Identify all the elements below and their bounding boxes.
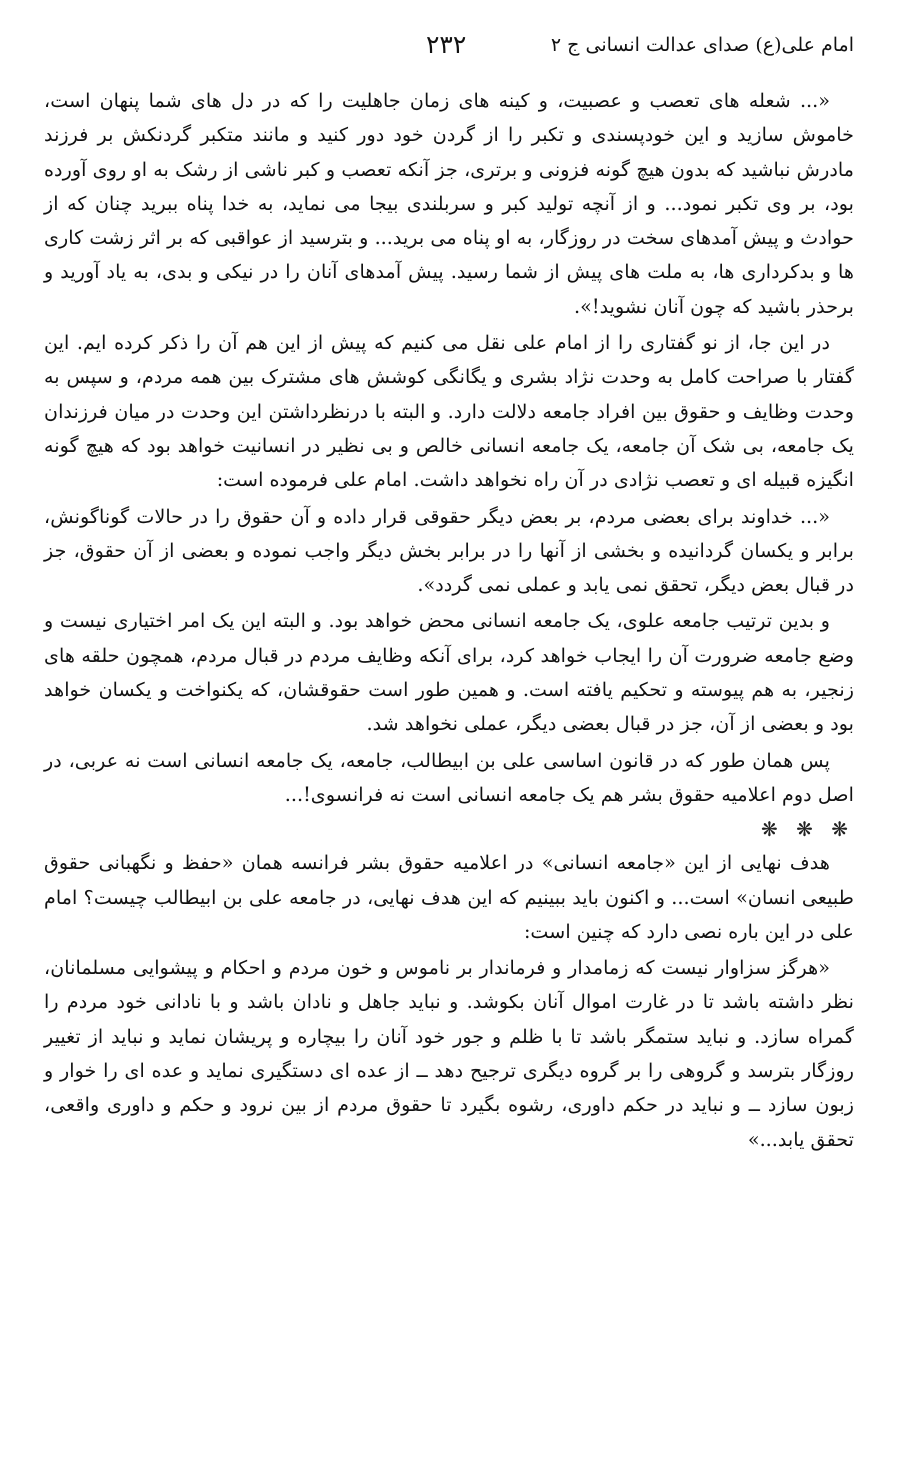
quote-paragraph: «هرگز سزاوار نیست که زمامدار و فرماندار بر ناموس و خون مردم و احکام و پیشوایی مسلمانان، نظر داشته باشد تا در غارت اموال آنان بکوشد. و نباید جاهل و نادان باشد و با نادانی خود مردم را گمراه سازد. و نباید ستمگر باشد تا با ظلم و جور خود آنان را بیچاره و پریشان نماید و نباید از تغییر روزگار بترسد و گروهی را بر گروه دیگری ترجیح دهد ــ از عده ای دستگیری نماید و عده ای را خوار و زبون سازد ــ و نباید در حکم داوری، رشوه بگیرد تا حقوق مردم از بین نرود و حکم و داوری واقعی، تحقق یابد...» (44, 956, 854, 1151)
body-paragraph: پس همان طور که در قانون اساسی علی بن ابیطالب، جامعه، یک جامعه انسانی است نه عربی، در اصل دوم اعلامیه حقوق بشر هم یک جامعه انسانی است نه فرانسوی!... (44, 748, 854, 806)
running-header (60, 30, 854, 66)
book-title: امام علی(ع) صدای عدالت انسانی ج ۲ (550, 34, 854, 56)
quote-paragraph: «... شعله های تعصب و عصبیت، و کینه های زمان جاهلیت را که در دل های شما پنهان است، خاموش سازید و این خودپسندی و تکبر را از گردن خود دور کنید و مانند متکبر گردنکش بر فرزند مادرش نباشید که بدون هیچ گونه فزونی و برتری، جز آنکه تعصب و کبر ناشی از رشک به او روی آورده بود، بر وی تکبر نمود... و از آنچه تولید کبر و سربلندی بیجا می نماید، به خدا پناه ببرید چنان که از حوادث و پیش آمدهای سخت در روزگار، به او پناه می برید... و بترسید از عواقبی که بر اثر زشت کاری ها و بدکرداری ها، به ملت های پیش از شما رسید. پیش آمدهای آنان را در نیکی و بدی، به یاد آورید و برحذر باشید که چون آنان نشوید!». (44, 89, 854, 318)
body-paragraph: هدف نهایی از این «جامعه انسانی» در اعلامیه حقوق بشر فرانسه همان «حفظ و نگهبانی حقوق طبیعی انسان» است... و اکنون باید ببینیم که این هدف نهایی، در جامعه علی بن ابیطالب چیست؟ امام علی در این باره نصی دارد که چنین است: (44, 851, 854, 943)
body-paragraph: و بدین ترتیب جامعه علوی، یک جامعه انسانی محض خواهد بود. و البته این یک امر اختیاری نیست و وضع جامعه ضرورت آن را ایجاب خواهد کرد، برای آنکه وظایف مردم در قبال مردم، همچون حلقه های زنجیر، به هم پیوسته و تحکیم یافته است. و همین طور است حقوقشان، که یکنواخت و یکسان خواهد بود و بعضی از آن، جز در قبال بعضی دیگر، عملی نخواهد شد. (44, 609, 854, 736)
page-number: ۲۳۲ (426, 30, 467, 59)
section-divider: ❋ ❋ ❋ (761, 817, 854, 842)
body-paragraph: در این جا، از نو گفتاری را از امام علی نقل می کنیم که پیش از این هم آن را ذکر کرده ایم. این گفتار با صراحت کامل به وحدت نژاد بشری و یگانگی کوشش های مشترک بین همه مردم، و سپس به وحدت وظایف و حقوق بین افراد جامعه دلالت دارد. و البته با درنظرداشتن این وحدت در میان فرزندان یک جامعه، بی شک آن جامعه، یک جامعه انسانی خالص و بی نظیر در انسانیت خواهد بود که هیچ گونه انگیزه قبیله ای و تعصب نژادی در آن راه نخواهد داشت. امام علی فرموده است: (44, 331, 854, 492)
page-body (44, 84, 854, 1157)
quote-paragraph: «... خداوند برای بعضی مردم، بر بعض دیگر حقوقی قرار داده و آن حقوق را در حالات گوناگونش، برابر و یکسان گردانیده و بخشی از آنها را در برابر بخش دیگر واجب نموده و بعضی از آن حقوق، جز در قبال بعض دیگر، تحقق نمی یابد و عملی نمی گردد». (44, 504, 854, 597)
